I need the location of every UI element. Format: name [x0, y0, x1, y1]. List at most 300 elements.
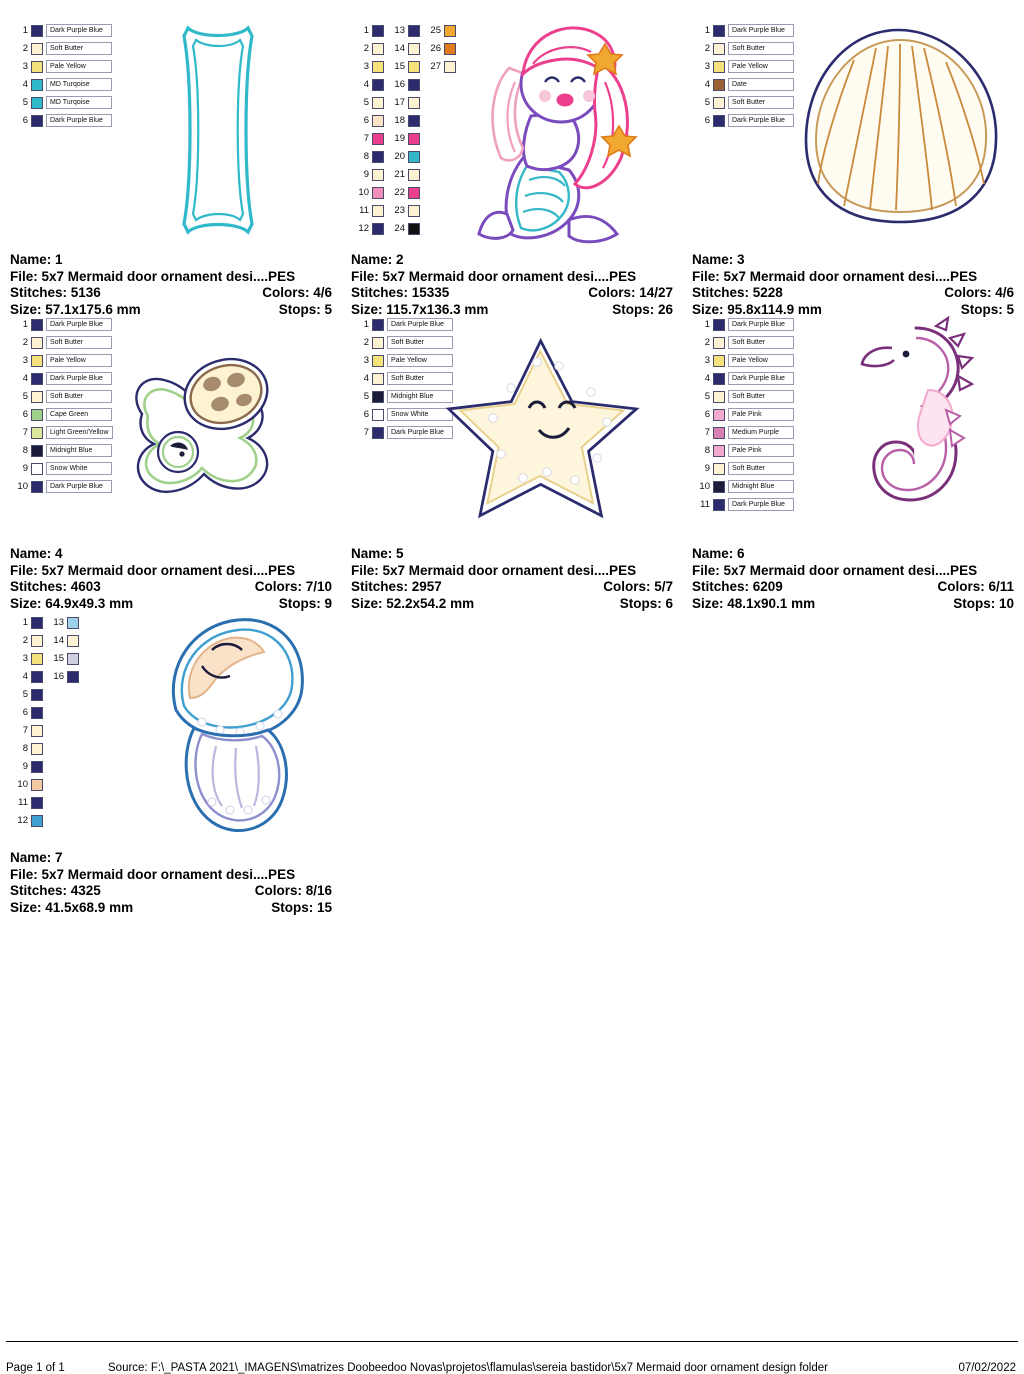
legend-row	[14, 76, 112, 93]
legend-row	[14, 40, 112, 57]
legend-color-name: Dark Purple Blue	[728, 24, 794, 37]
legend-number: 16	[394, 79, 405, 90]
color-swatch	[31, 617, 43, 629]
legend-row	[14, 460, 113, 477]
legend-number: 10	[17, 481, 28, 492]
legend-number: 5	[704, 391, 710, 402]
legend-row	[696, 112, 794, 129]
color-swatch	[713, 43, 725, 55]
color-swatch	[372, 187, 384, 199]
legend-color-name: MD Turqoise	[46, 96, 112, 109]
color-swatch	[372, 43, 384, 55]
color-swatch	[713, 319, 725, 331]
design-stitches: Stitches: 6209	[692, 579, 783, 594]
color-swatch	[31, 97, 43, 109]
design-stops: Stops: 26	[612, 301, 673, 317]
shell-icon	[792, 14, 1002, 254]
legend-row	[355, 76, 456, 93]
design-stitches: Stitches: 2957	[351, 579, 442, 594]
legend-number: 4	[22, 671, 28, 682]
legend-number: 10	[17, 779, 28, 790]
design-stops: Stops: 15	[271, 899, 332, 915]
footer-divider	[6, 1341, 1018, 1342]
color-swatch	[713, 25, 725, 37]
legend-number: 21	[394, 169, 405, 180]
legend-color-name: Midnight Blue	[728, 480, 794, 493]
starfish-icon	[441, 322, 651, 562]
legend-row	[14, 388, 113, 405]
legend-number: 2	[704, 43, 710, 54]
legend-color-name: Pale Yellow	[46, 60, 112, 73]
color-swatch	[31, 635, 43, 647]
color-swatch	[31, 815, 43, 827]
design-stops: Stops: 9	[278, 595, 332, 611]
color-swatch	[713, 337, 725, 349]
design-name: Name: 3	[692, 252, 745, 267]
design-card	[682, 0, 1023, 317]
color-swatch	[713, 355, 725, 367]
color-legend	[355, 316, 453, 442]
design-info	[692, 546, 1014, 612]
design-card	[0, 294, 341, 611]
legend-number: 3	[704, 355, 710, 366]
color-swatch	[31, 761, 43, 773]
color-swatch	[372, 133, 384, 145]
color-swatch	[31, 653, 43, 665]
design-stitches: Stitches: 4325	[10, 883, 101, 898]
color-swatch	[372, 373, 384, 385]
legend-row	[696, 478, 794, 495]
color-swatch	[372, 79, 384, 91]
legend-number: 3	[704, 61, 710, 72]
design-card	[0, 588, 341, 915]
color-swatch	[713, 463, 725, 475]
color-swatch	[372, 337, 384, 349]
legend-number: 4	[704, 373, 710, 384]
legend-color-name: Medium Purple	[728, 426, 794, 439]
legend-number: 1	[704, 25, 710, 36]
color-legend	[696, 316, 794, 514]
color-swatch	[67, 635, 79, 647]
legend-number: 9	[704, 463, 710, 474]
color-swatch	[372, 427, 384, 439]
legend-number: 10	[358, 187, 369, 198]
legend-color-name: Pale Pink	[728, 444, 794, 457]
legend-color-name: Pale Yellow	[728, 354, 794, 367]
legend-number: 22	[394, 187, 405, 198]
color-swatch	[67, 617, 79, 629]
legend-color-name: Soft Butter	[387, 372, 453, 385]
design-file: File: 5x7 Mermaid door ornament desi....PES	[351, 562, 637, 578]
color-swatch	[31, 463, 43, 475]
legend-number: 11	[359, 205, 369, 216]
legend-number: 5	[22, 391, 28, 402]
legend-number: 4	[22, 79, 28, 90]
legend-number: 7	[363, 427, 369, 438]
legend-color-name: Pale Pink	[728, 408, 794, 421]
mermaid-icon	[449, 8, 659, 248]
legend-color-name: Light Green/Yellow	[46, 426, 113, 439]
legend-row	[355, 202, 456, 219]
color-legend	[14, 614, 79, 830]
design-stitches: Stitches: 4603	[10, 579, 101, 594]
design-name: Name: 5	[351, 546, 404, 561]
color-swatch	[31, 689, 43, 701]
legend-number: 6	[704, 409, 710, 420]
legend-color-name: Soft Butter	[46, 336, 112, 349]
legend-number: 6	[363, 115, 369, 126]
legend-row	[14, 614, 79, 631]
legend-number: 11	[18, 797, 28, 808]
legend-row	[696, 370, 794, 387]
design-card	[0, 0, 341, 317]
design-file: File: 5x7 Mermaid door ornament desi....PES	[10, 268, 296, 284]
design-stops: Stops: 10	[953, 595, 1014, 611]
color-swatch	[713, 373, 725, 385]
color-swatch	[372, 409, 384, 421]
legend-number: 20	[394, 151, 405, 162]
legend-number: 2	[22, 43, 28, 54]
color-swatch	[408, 151, 420, 163]
design-name: Name: 6	[692, 546, 745, 561]
color-swatch	[31, 373, 43, 385]
legend-color-name: Dark Purple Blue	[46, 114, 112, 127]
color-swatch	[408, 205, 420, 217]
design-colors: Colors: 5/7	[603, 579, 673, 594]
legend-number: 14	[394, 43, 405, 54]
color-swatch	[31, 779, 43, 791]
legend-number: 5	[22, 689, 28, 700]
legend-color-name: Midnight Blue	[387, 390, 453, 403]
design-size: Size: 48.1x90.1 mm	[692, 595, 816, 611]
color-swatch	[31, 481, 43, 493]
footer-page-number: Page 1 of 1	[6, 1362, 65, 1374]
legend-row	[14, 112, 112, 129]
legend-color-name: Dark Purple Blue	[46, 24, 112, 37]
legend-color-name: Snow White	[46, 462, 112, 475]
legend-number: 26	[430, 43, 441, 54]
legend-row	[14, 424, 113, 441]
legend-row	[14, 686, 79, 703]
color-swatch	[31, 61, 43, 73]
turtle-icon	[108, 334, 318, 574]
legend-number: 6	[704, 115, 710, 126]
legend-color-name: Soft Butter	[46, 390, 112, 403]
color-swatch	[31, 337, 43, 349]
legend-row	[14, 406, 113, 423]
legend-row	[355, 370, 453, 387]
legend-row	[14, 794, 79, 811]
legend-row	[355, 184, 456, 201]
color-swatch	[713, 445, 725, 457]
legend-number: 6	[22, 115, 28, 126]
legend-number: 16	[53, 671, 64, 682]
color-legend	[355, 22, 456, 238]
legend-row	[355, 166, 456, 183]
legend-number: 18	[394, 115, 405, 126]
legend-number: 2	[363, 43, 369, 54]
color-swatch	[31, 445, 43, 457]
legend-number: 6	[22, 707, 28, 718]
legend-color-name: Soft Butter	[728, 336, 794, 349]
legend-number: 3	[22, 355, 28, 366]
legend-row	[696, 460, 794, 477]
color-swatch	[31, 115, 43, 127]
legend-row	[355, 58, 456, 75]
legend-number: 5	[363, 391, 369, 402]
color-swatch	[31, 25, 43, 37]
legend-number: 2	[363, 337, 369, 348]
color-legend	[14, 22, 112, 130]
design-file: File: 5x7 Mermaid door ornament desi....PES	[10, 562, 296, 578]
legend-number: 6	[22, 409, 28, 420]
color-swatch	[372, 61, 384, 73]
legend-number: 5	[704, 97, 710, 108]
design-name: Name: 7	[10, 850, 63, 865]
color-swatch	[31, 427, 43, 439]
legend-row	[696, 40, 794, 57]
legend-row	[696, 406, 794, 423]
design-size: Size: 52.2x54.2 mm	[351, 595, 475, 611]
design-info	[351, 546, 673, 612]
legend-number: 14	[53, 635, 64, 646]
color-swatch	[408, 115, 420, 127]
design-size: Size: 41.5x68.9 mm	[10, 899, 134, 915]
color-swatch	[713, 61, 725, 73]
color-swatch	[372, 319, 384, 331]
legend-number: 3	[22, 653, 28, 664]
color-swatch	[372, 97, 384, 109]
design-colors: Colors: 4/6	[944, 285, 1014, 300]
legend-number: 1	[22, 617, 28, 628]
legend-row	[355, 40, 456, 57]
color-swatch	[713, 391, 725, 403]
design-name: Name: 2	[351, 252, 404, 267]
color-swatch	[408, 169, 420, 181]
legend-color-name: Soft Butter	[728, 96, 794, 109]
color-swatch	[372, 25, 384, 37]
legend-color-name: Soft Butter	[728, 462, 794, 475]
legend-row	[696, 442, 794, 459]
banner-tag-icon	[120, 10, 330, 250]
legend-number: 24	[394, 223, 405, 234]
design-file: File: 5x7 Mermaid door ornament desi....PES	[351, 268, 637, 284]
legend-row	[14, 740, 79, 757]
legend-row	[355, 220, 456, 237]
color-swatch	[372, 223, 384, 235]
legend-number: 4	[363, 79, 369, 90]
legend-color-name: Dark Purple Blue	[387, 426, 453, 439]
legend-number: 8	[22, 743, 28, 754]
legend-number: 7	[22, 427, 28, 438]
design-colors: Colors: 8/16	[254, 883, 332, 898]
legend-number: 4	[363, 373, 369, 384]
footer-date: 07/02/2022	[958, 1362, 1016, 1374]
legend-row	[696, 352, 794, 369]
legend-row	[355, 94, 456, 111]
legend-number: 23	[394, 205, 405, 216]
legend-row	[355, 334, 453, 351]
design-stops: Stops: 5	[960, 301, 1014, 317]
legend-row	[14, 776, 79, 793]
color-legend	[14, 316, 113, 496]
legend-row	[14, 812, 79, 829]
design-file: File: 5x7 Mermaid door ornament desi....PES	[692, 562, 978, 578]
legend-row	[696, 76, 794, 93]
color-swatch	[67, 671, 79, 683]
color-swatch	[67, 653, 79, 665]
design-stitches: Stitches: 5228	[692, 285, 783, 300]
legend-row	[14, 668, 79, 685]
color-swatch	[408, 43, 420, 55]
legend-row	[696, 58, 794, 75]
legend-number: 4	[22, 373, 28, 384]
legend-row	[14, 478, 113, 495]
legend-number: 4	[704, 79, 710, 90]
legend-color-name: Dark Purple Blue	[728, 372, 794, 385]
legend-row	[355, 388, 453, 405]
legend-number: 10	[699, 481, 710, 492]
design-size: Size: 115.7x136.3 mm	[351, 301, 489, 317]
legend-row	[696, 388, 794, 405]
color-swatch	[408, 133, 420, 145]
legend-row	[696, 496, 794, 513]
legend-number: 27	[430, 61, 441, 72]
legend-row	[14, 58, 112, 75]
jellyfish-icon	[150, 606, 360, 846]
legend-number: 11	[700, 499, 710, 510]
design-stops: Stops: 5	[278, 301, 332, 317]
legend-row	[14, 758, 79, 775]
design-stitches: Stitches: 15335	[351, 285, 450, 300]
legend-row	[355, 22, 456, 39]
color-swatch	[408, 97, 420, 109]
color-swatch	[713, 97, 725, 109]
legend-color-name: Dark Purple Blue	[728, 114, 794, 127]
legend-row	[14, 442, 113, 459]
color-swatch	[408, 25, 420, 37]
legend-number: 1	[22, 25, 28, 36]
legend-number: 13	[53, 617, 64, 628]
legend-row	[14, 650, 79, 667]
legend-row	[14, 334, 113, 351]
legend-number: 9	[363, 169, 369, 180]
footer-source-path: Source: F:\_PASTA 2021\_IMAGENS\matrizes Doobeedoo Novas\projetos\flamulas\sereia bastidor\5x7 Mermaid door ornament design folder	[108, 1362, 828, 1374]
color-swatch	[713, 409, 725, 421]
color-swatch	[31, 671, 43, 683]
legend-row	[355, 424, 453, 441]
legend-number: 3	[22, 61, 28, 72]
design-size: Size: 95.8x114.9 mm	[692, 301, 822, 317]
legend-number: 9	[22, 463, 28, 474]
legend-color-name: Date	[728, 78, 794, 91]
design-colors: Colors: 6/11	[937, 579, 1014, 594]
legend-number: 8	[363, 151, 369, 162]
legend-number: 17	[394, 97, 405, 108]
design-stitches: Stitches: 5136	[10, 285, 101, 300]
legend-color-name: Soft Butter	[387, 336, 453, 349]
color-swatch	[408, 187, 420, 199]
legend-row	[355, 112, 456, 129]
design-size: Size: 57.1x175.6 mm	[10, 301, 141, 317]
color-swatch	[31, 725, 43, 737]
legend-color-name: Soft Butter	[46, 42, 112, 55]
color-swatch	[31, 743, 43, 755]
legend-number: 1	[363, 319, 369, 330]
legend-color-name: Soft Butter	[728, 42, 794, 55]
legend-row	[14, 722, 79, 739]
legend-row	[696, 424, 794, 441]
legend-color-name: Cape Green	[46, 408, 112, 421]
legend-number: 2	[704, 337, 710, 348]
legend-color-name: Pale Yellow	[728, 60, 794, 73]
legend-number: 1	[704, 319, 710, 330]
legend-number: 19	[394, 133, 405, 144]
design-file: File: 5x7 Mermaid door ornament desi....PES	[692, 268, 978, 284]
legend-row	[696, 316, 794, 333]
color-swatch	[31, 355, 43, 367]
legend-number: 6	[363, 409, 369, 420]
legend-number: 8	[22, 445, 28, 456]
legend-row	[355, 130, 456, 147]
legend-number: 12	[17, 815, 28, 826]
legend-color-name: Snow White	[387, 408, 453, 421]
legend-color-name: Dark Purple Blue	[46, 318, 112, 331]
color-swatch	[31, 707, 43, 719]
legend-number: 1	[22, 319, 28, 330]
legend-number: 7	[704, 427, 710, 438]
color-swatch	[408, 223, 420, 235]
legend-row	[355, 406, 453, 423]
color-swatch	[31, 409, 43, 421]
legend-number: 9	[22, 761, 28, 772]
legend-color-name: Midnight Blue	[46, 444, 112, 457]
color-swatch	[372, 391, 384, 403]
legend-number: 2	[22, 337, 28, 348]
legend-row	[355, 352, 453, 369]
design-card	[341, 0, 682, 317]
legend-color-name: Dark Purple Blue	[387, 318, 453, 331]
color-swatch	[713, 115, 725, 127]
legend-color-name: Dark Purple Blue	[728, 318, 794, 331]
legend-row	[14, 316, 113, 333]
legend-row	[14, 370, 113, 387]
color-swatch	[31, 43, 43, 55]
design-colors: Colors: 7/10	[254, 579, 332, 594]
color-swatch	[408, 61, 420, 73]
design-stops: Stops: 6	[619, 595, 673, 611]
legend-number: 5	[363, 97, 369, 108]
legend-row	[14, 22, 112, 39]
legend-color-name: Dark Purple Blue	[46, 372, 112, 385]
legend-row	[696, 94, 794, 111]
legend-number: 13	[394, 25, 405, 36]
design-name: Name: 4	[10, 546, 63, 561]
legend-number: 3	[363, 61, 369, 72]
legend-row	[14, 632, 79, 649]
design-name: Name: 1	[10, 252, 63, 267]
color-swatch	[713, 79, 725, 91]
color-swatch	[408, 79, 420, 91]
legend-number: 15	[53, 653, 64, 664]
legend-color-name: Soft Butter	[728, 390, 794, 403]
color-swatch	[31, 797, 43, 809]
legend-number: 7	[363, 133, 369, 144]
legend-color-name: MD Turqoise	[46, 78, 112, 91]
legend-number: 3	[363, 355, 369, 366]
color-swatch	[372, 115, 384, 127]
legend-row	[14, 704, 79, 721]
